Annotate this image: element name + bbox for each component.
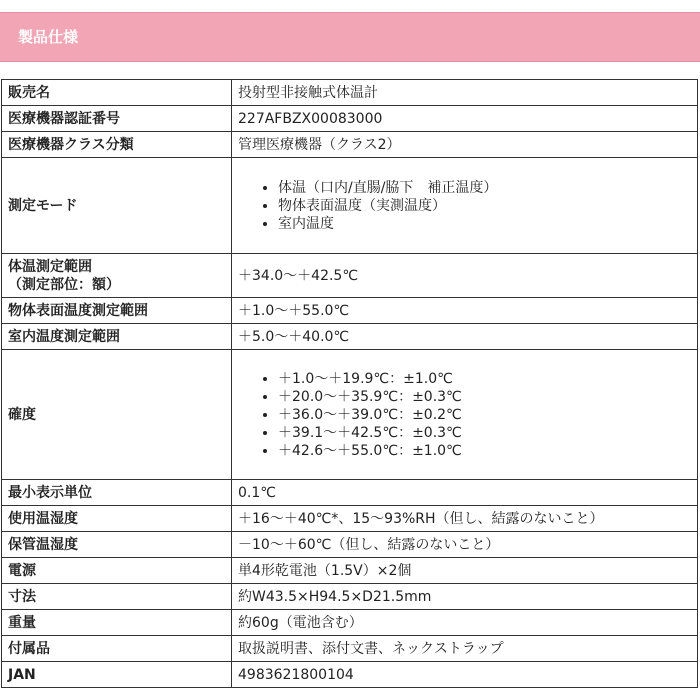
section-header — [0, 12, 700, 62]
row-label: 寸法 — [2, 584, 232, 610]
mode-list — [238, 179, 691, 233]
row-value: 約60g（電池含む） — [232, 610, 698, 636]
row-value: 約W43.5×H94.5×D21.5mm — [232, 584, 698, 610]
table-row — [2, 532, 698, 558]
row-label: 使用温湿度 — [2, 506, 232, 532]
row-value: ＋1.0～＋55.0℃ — [232, 298, 698, 324]
table-row — [2, 132, 698, 158]
row-value: 単4形乾電池（1.5V）×2個 — [232, 558, 698, 584]
table-row — [2, 610, 698, 636]
row-label-line: （測定部位：額） — [8, 276, 120, 293]
row-label — [2, 254, 232, 298]
row-label-line: 体温測定範囲 — [8, 258, 92, 275]
row-value: ＋34.0～＋42.5℃ — [232, 254, 698, 298]
row-label: 保管温湿度 — [2, 532, 232, 558]
row-label: 電源 — [2, 558, 232, 584]
row-label: 重量 — [2, 610, 232, 636]
table-row — [2, 80, 698, 106]
table-row — [2, 254, 698, 298]
row-value: ＋16～＋40℃*、15～93%RH（但し、結露のないこと） — [232, 506, 698, 532]
list-item: • ＋39.1～＋42.5℃：±0.3℃ — [278, 424, 691, 442]
table-row — [2, 506, 698, 532]
list-item: • ＋1.0～＋19.9℃：±1.0℃ — [278, 370, 691, 388]
spec-table — [1, 79, 698, 688]
row-label: 物体表面温度測定範囲 — [2, 298, 232, 324]
table-row — [2, 158, 698, 254]
row-value: 4983621800104 — [232, 662, 698, 688]
row-label: 付属品 — [2, 636, 232, 662]
row-value: 取扱説明書、添付文書、ネックストラップ — [232, 636, 698, 662]
section-title: 製品仕様 — [18, 28, 79, 46]
table-row — [2, 298, 698, 324]
row-value: 管理医療機器（クラス2） — [232, 132, 698, 158]
table-row — [2, 106, 698, 132]
row-label: 医療機器認証番号 — [2, 106, 232, 132]
row-label: 医療機器クラス分類 — [2, 132, 232, 158]
row-label: JAN — [2, 662, 232, 688]
table-row — [2, 636, 698, 662]
accuracy-list — [238, 370, 691, 460]
row-value: ＋5.0～＋40.0℃ — [232, 324, 698, 350]
row-value: 227AFBZX00083000 — [232, 106, 698, 132]
list-item: • ＋42.6～＋55.0℃：±1.0℃ — [278, 442, 691, 460]
row-value — [232, 158, 698, 254]
list-item: • ＋36.0～＋39.0℃：±0.2℃ — [278, 406, 691, 424]
row-value: 0.1℃ — [232, 480, 698, 506]
row-value: －10～＋60℃（但し、結露のないこと） — [232, 532, 698, 558]
row-label: 室内温度測定範囲 — [2, 324, 232, 350]
list-item: • 体温（口内/直腸/脇下 補正温度） — [278, 179, 691, 197]
table-row — [2, 324, 698, 350]
table-row — [2, 558, 698, 584]
row-label: 最小表示単位 — [2, 480, 232, 506]
table-row — [2, 662, 698, 688]
list-item: • ＋20.0～＋35.9℃：±0.3℃ — [278, 388, 691, 406]
list-item: • 室内温度 — [278, 215, 691, 233]
table-row — [2, 350, 698, 480]
table-row — [2, 584, 698, 610]
row-value — [232, 350, 698, 480]
table-row — [2, 480, 698, 506]
row-label: 販売名 — [2, 80, 232, 106]
row-label: 確度 — [2, 350, 232, 480]
row-value: 投射型非接触式体温計 — [232, 80, 698, 106]
list-item: • 物体表面温度（実測温度） — [278, 197, 691, 215]
row-label: 測定モード — [2, 158, 232, 254]
